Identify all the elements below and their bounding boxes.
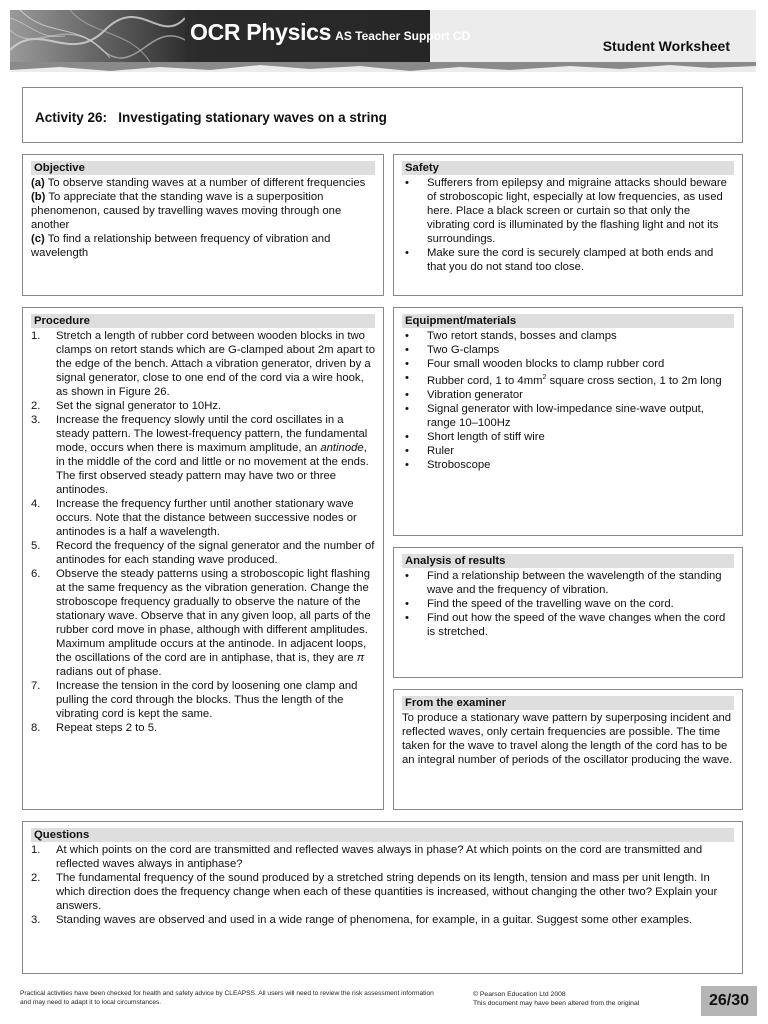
analysis-list xyxy=(402,569,734,639)
questions-list xyxy=(31,843,734,927)
step-text: Increase the frequency further until another stationary wave occurs. Note that the distance between successive nodes or antinodes is a half a wavelength. xyxy=(56,498,357,538)
step-text: radians out of phase. xyxy=(56,666,162,678)
step-text: Increase the tension in the cord by loosening one clamp and pulling the cord through the blocks. Thus the length of the vibrating cord is kept the same. xyxy=(56,680,358,720)
equipment-list xyxy=(402,329,734,472)
step-number: 8. xyxy=(31,722,41,734)
procedure-list xyxy=(31,329,375,735)
examiner-text: To produce a stationary wave pattern by superposing incident and reflected waves, only certain frequencies are possible. The time taken for the wave to travel along the length of the cord has to be an integral number of periods of the oscillator producing the wave. xyxy=(402,712,733,766)
safety-box xyxy=(393,154,743,296)
question-text: Standing waves are observed and used in a wide range of phenomena, for example, in a guitar. Suggest some other examples. xyxy=(56,914,693,926)
procedure-step xyxy=(31,329,375,399)
question-item xyxy=(31,913,734,927)
step-number: 6. xyxy=(31,568,41,580)
procedure-heading: Procedure xyxy=(31,314,375,328)
objective-text: To find a relationship between frequency of vibration and wavelength xyxy=(31,233,331,259)
examiner-box xyxy=(393,689,743,810)
question-item xyxy=(31,843,734,871)
analysis-heading: Analysis of results xyxy=(402,554,734,568)
step-number: 3. xyxy=(31,414,41,426)
brand-subtitle: AS Teacher Support CD xyxy=(335,29,471,43)
procedure-step xyxy=(31,413,375,497)
procedure-step xyxy=(31,399,375,413)
objective-label: (c) xyxy=(31,233,45,245)
equipment-item: • Vibration generator xyxy=(402,388,734,402)
equipment-item: • Ruler xyxy=(402,444,734,458)
objective-text: To observe standing waves at a number of different frequencies xyxy=(44,177,366,189)
header-banner xyxy=(10,10,756,72)
question-number: 3. xyxy=(31,914,41,926)
analysis-item: • Find out how the speed of the wave changes when the cord is stretched. xyxy=(402,611,734,639)
equipment-item: • Signal generator with low-impedance sine-wave output, range 10–100Hz xyxy=(402,402,734,430)
question-number: 2. xyxy=(31,872,41,884)
questions-heading: Questions xyxy=(31,828,734,842)
safety-list xyxy=(402,176,734,274)
safety-heading: Safety xyxy=(402,161,734,175)
step-number: 1. xyxy=(31,330,41,342)
safety-item: • Make sure the cord is securely clamped at both ends and that you do not stand too close. xyxy=(402,246,734,274)
objective-text: To appreciate that the standing wave is a superposition phenomenon, caused by travelling waves moving through one another xyxy=(31,191,342,231)
objective-label: (b) xyxy=(31,191,46,203)
objective-heading: Objective xyxy=(31,161,375,175)
procedure-step xyxy=(31,539,375,567)
question-item xyxy=(31,871,734,913)
torn-edge xyxy=(10,62,756,74)
equipment-item: • Two G-clamps xyxy=(402,343,734,357)
step-text: Observe the steady patterns using a stroboscopic light flashing at the same frequency as the vibration generation. Change the stroboscope frequency gradually to observe the nature of the stationary wave. Observe that in any given loop, all parts of the rubber cord move in phase, although with different amplitudes. Maximum amplitude occurs at the antinode. In adjacent loops, the oscillations of the cord are in antiphase, that is, they are xyxy=(56,568,371,664)
step-number: 4. xyxy=(31,498,41,510)
equipment-item: • Four small wooden blocks to clamp rubber cord xyxy=(402,357,734,371)
equipment-item xyxy=(402,371,734,388)
activity-title: Activity 26: Investigating stationary waves on a string xyxy=(35,110,387,125)
equipment-text: square cross section, 1 to 2m long xyxy=(546,374,722,387)
procedure-step xyxy=(31,679,375,721)
step-number: 2. xyxy=(31,400,41,412)
page-number: 26/30 xyxy=(701,986,757,1016)
equipment-text: Rubber cord, 1 to 4mm xyxy=(427,374,543,387)
procedure-step xyxy=(31,721,375,735)
procedure-step xyxy=(31,567,375,679)
footer-altered-note: This document may have been altered from the original xyxy=(473,1000,640,1007)
step-text: Increase the frequency slowly until the cord oscillates in a steady pattern. The lowest-frequency pattern, the fundamental mode, occurs when there is maximum amplitude, an xyxy=(56,414,368,454)
activity-title-box xyxy=(22,87,743,143)
equipment-box xyxy=(393,307,743,536)
procedure-step xyxy=(31,497,375,539)
objective-label: (a) xyxy=(31,177,45,189)
footer-copyright: © Pearson Education Ltd 2008 xyxy=(473,991,566,998)
step-text: Set the signal generator to 10Hz. xyxy=(56,400,222,412)
question-text: The fundamental frequency of the sound produced by a stretched string depends on its length, tension and mass per unit length. In which direction does the frequency change when each of these quantities is increased, without changing the other two? Explain your answers. xyxy=(56,872,718,912)
swirl-texture-image xyxy=(10,10,185,62)
objective-item xyxy=(31,190,375,232)
footer-right xyxy=(473,990,639,1008)
analysis-box xyxy=(393,547,743,678)
analysis-item: • Find a relationship between the wavelength of the standing wave and the frequency of vibration. xyxy=(402,569,734,597)
questions-box xyxy=(22,821,743,974)
worksheet-label: Student Worksheet xyxy=(602,38,730,54)
pi-symbol: π xyxy=(356,652,365,664)
step-number: 7. xyxy=(31,680,41,692)
superscript: 2 xyxy=(542,374,547,381)
equipment-heading: Equipment/materials xyxy=(402,314,734,328)
equipment-item: • Short length of stiff wire xyxy=(402,430,734,444)
objective-box xyxy=(22,154,384,296)
brand-title: OCR Physics xyxy=(190,19,332,45)
step-text: Record the frequency of the signal generator and the number of antinodes for each standing wave produced. xyxy=(56,540,375,566)
examiner-heading: From the examiner xyxy=(402,696,734,710)
step-emphasis: antinode xyxy=(320,442,364,454)
step-text: , in the middle of the cord and little or no movement at the ends. The first observed steady pattern may have two or three antinodes. xyxy=(56,442,369,496)
step-text: Stretch a length of rubber cord between wooden blocks in two clamps on retort stands which are G-clamped about 2m apart to the edge of the bench. Attach a vibration generator, driven by a signal generator, close to one end of the cord via a wire hook, as shown in Figure 26. xyxy=(56,330,375,398)
procedure-box xyxy=(22,307,384,810)
header-brand xyxy=(190,19,470,46)
footer-disclaimer: Practical activities have been checked for health and safety advice by CLEAPSS. All users will need to review the risk assessment information and may need to adapt it to local circumstances. xyxy=(20,990,434,1006)
objective-item xyxy=(31,232,375,260)
step-number: 5. xyxy=(31,540,41,552)
analysis-item: • Find the speed of the travelling wave on the cord. xyxy=(402,597,734,611)
question-number: 1. xyxy=(31,844,41,856)
question-text: At which points on the cord are transmitted and reflected waves always in phase? At which points on the cord are transmitted and reflected waves always in antiphase? xyxy=(56,844,703,870)
safety-item: • Sufferers from epilepsy and migraine attacks should beware of stroboscopic light, especially at low frequencies, as used here. Place a black screen or curtain so that only the vibrating cord is illuminated by the flashing light and not its surroundings. xyxy=(402,176,734,246)
objective-item xyxy=(31,176,375,190)
equipment-item: • Stroboscope xyxy=(402,458,734,472)
equipment-item: • Two retort stands, bosses and clamps xyxy=(402,329,734,343)
step-text: Repeat steps 2 to 5. xyxy=(56,722,158,734)
